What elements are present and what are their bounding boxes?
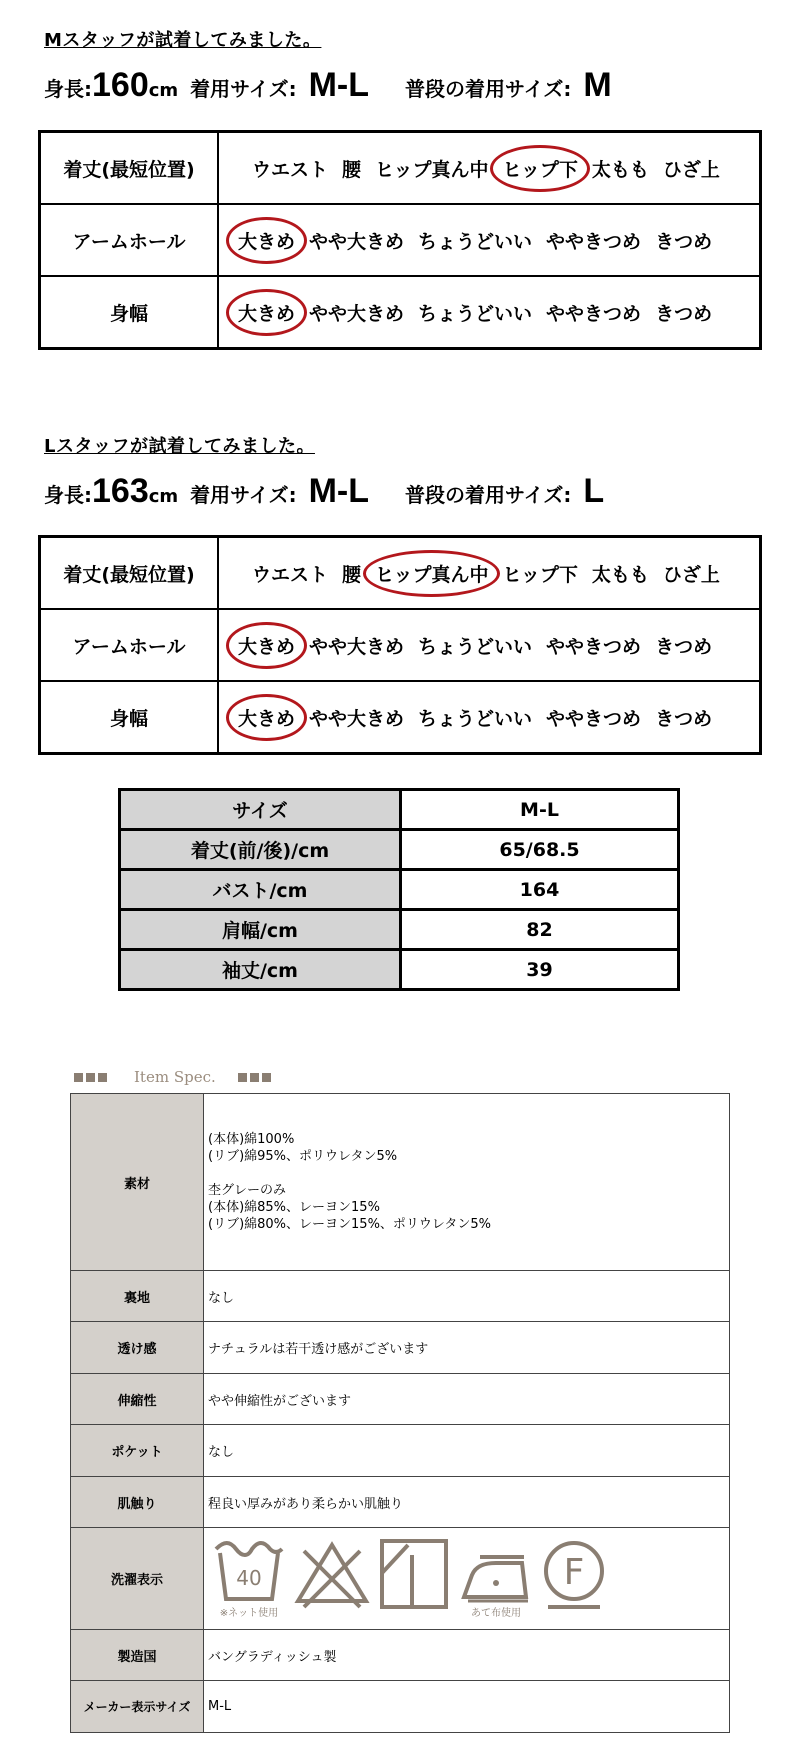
fit-option-selected: 大きめ [238, 299, 295, 326]
fit-option: ひざ上 [662, 563, 720, 586]
staff-m-usual-size: M [583, 66, 612, 104]
material-spacer [208, 1165, 725, 1182]
fit-option: やや大きめ [309, 707, 405, 730]
spec-material-value [204, 1094, 730, 1271]
wash-temp-text: 40 [236, 1565, 262, 1590]
spec-row [71, 1322, 730, 1374]
spec-row [71, 1630, 730, 1681]
spec-row-care [71, 1528, 730, 1630]
spec-value: なし [204, 1425, 730, 1477]
fit-row-label: 身幅 [40, 681, 219, 754]
square-icon [250, 1073, 259, 1082]
fit-options [218, 132, 761, 205]
care-icons [204, 1528, 730, 1630]
fit-option: ややきつめ [546, 302, 642, 325]
size-row [120, 830, 679, 870]
staff-m-title: Mスタッフが試着してみました。 [44, 30, 322, 51]
staff-l-usual-size: L [583, 472, 605, 510]
staff-l-title: Lスタッフが試着してみました。 [44, 436, 315, 457]
spec-value: バングラディッシュ製 [204, 1630, 730, 1681]
fit-options [218, 609, 761, 681]
spec-label: 製造国 [71, 1630, 204, 1681]
material-line: (リブ)綿95%、ポリウレタン5% [208, 1149, 398, 1164]
staff-l-info: 身長:163cm 着用サイズ: M-L 普段の着用サイズ: L [44, 472, 605, 510]
fit-option: 太もも [591, 563, 649, 586]
fit-option: きつめ [655, 635, 713, 658]
square-icon [238, 1073, 247, 1082]
fit-row-label: 着丈(最短位置) [40, 132, 219, 205]
spec-label: 透け感 [71, 1322, 204, 1374]
spec-label: 肌触り [71, 1477, 204, 1528]
material-line: (本体)綿85%、レーヨン15% [208, 1200, 380, 1215]
size-row [120, 870, 679, 910]
spec-label: 伸縮性 [71, 1374, 204, 1425]
size-row-label: 着丈(前/後)/cm [120, 830, 401, 870]
fit-option: ややきつめ [546, 707, 642, 730]
size-row [120, 950, 679, 990]
iron-cloth-icon [458, 1537, 532, 1621]
spec-value: M-L [204, 1681, 730, 1733]
size-table-header [120, 790, 679, 830]
size-row-value: 65/68.5 [401, 830, 679, 870]
fit-option: ヒップ下 [502, 563, 578, 586]
fit-row [40, 681, 761, 754]
spec-label: メーカー表示サイズ [71, 1681, 204, 1733]
material-line: (リブ)綿80%、レーヨン15%、ポリウレタン5% [208, 1217, 492, 1232]
staff-m-fit-body [40, 132, 761, 349]
staff-l-fit-body [40, 537, 761, 754]
fit-option: ちょうどいい [418, 302, 533, 325]
fit-option: ウエスト [252, 158, 329, 181]
fit-option: やや大きめ [309, 230, 405, 253]
spec-label: 裏地 [71, 1271, 204, 1322]
fit-row [40, 132, 761, 205]
size-row-value: 164 [401, 870, 679, 910]
spec-value: なし [204, 1271, 730, 1322]
spec-label: ポケット [71, 1425, 204, 1477]
fit-option: きつめ [655, 230, 713, 253]
fit-options [218, 681, 761, 754]
fit-option: 太もも [591, 158, 649, 181]
size-row [120, 910, 679, 950]
fit-options [218, 204, 761, 276]
fit-option: 腰 [342, 563, 362, 586]
item-spec-table [70, 1093, 730, 1733]
size-table [118, 788, 680, 991]
fit-option: ややきつめ [546, 635, 642, 658]
size-row-value: 82 [401, 910, 679, 950]
fit-row-label: アームホール [40, 609, 219, 681]
fit-row-label: 身幅 [40, 276, 219, 349]
fit-row-label: 着丈(最短位置) [40, 537, 219, 610]
fit-option-selected: 大きめ [238, 632, 295, 659]
size-row-value: 39 [401, 950, 679, 990]
material-line: 杢グレーのみ [208, 1183, 287, 1198]
fit-option: ややきつめ [546, 230, 642, 253]
fit-row [40, 204, 761, 276]
material-line: (本体)綿100% [208, 1132, 295, 1147]
spec-row [71, 1271, 730, 1322]
spec-value: やや伸縮性がございます [204, 1374, 730, 1425]
spec-row [71, 1477, 730, 1528]
spec-value: ナチュラルは若干透け感がございます [204, 1322, 730, 1374]
spec-row-material [71, 1094, 730, 1271]
item-spec-heading: Item Spec. [74, 1068, 274, 1086]
fit-option: 腰 [342, 158, 362, 181]
spec-value: 程良い厚みがあり柔らかい肌触り [204, 1477, 730, 1528]
spec-label: 洗濯表示 [71, 1528, 204, 1630]
staff-m-info: 身長:160cm 着用サイズ: M-L 普段の着用サイズ: M [44, 66, 612, 104]
size-row-label: 袖丈/cm [120, 950, 401, 990]
fit-row [40, 276, 761, 349]
fit-option: やや大きめ [309, 302, 405, 325]
size-header-value: M-L [401, 790, 679, 830]
fit-option: ウエスト [252, 563, 329, 586]
square-icon [86, 1073, 95, 1082]
fit-option: ちょうどいい [418, 707, 533, 730]
fit-option-selected: 大きめ [238, 227, 295, 254]
fit-option-selected: 大きめ [238, 704, 295, 731]
wash-40-net-icon [212, 1537, 286, 1621]
fit-option: ちょうどいい [418, 635, 533, 658]
fit-option: ヒップ真ん中 [375, 158, 489, 181]
wash-note-text: ※ネット使用 [219, 1607, 279, 1619]
staff-l-fit-table [38, 535, 762, 755]
size-row-label: バスト/cm [120, 870, 401, 910]
fit-option-selected: ヒップ真ん中 [375, 560, 488, 587]
spec-row [71, 1425, 730, 1477]
square-icon [98, 1073, 107, 1082]
iron-note-text: あて布使用 [471, 1607, 521, 1619]
spec-row [71, 1374, 730, 1425]
spec-label: 素材 [71, 1094, 204, 1271]
staff-l-height: 163 [92, 472, 149, 510]
fit-option-selected: ヒップ下 [502, 155, 577, 182]
fit-options [218, 276, 761, 349]
staff-m-wear-size: M-L [308, 66, 369, 104]
fit-options [218, 537, 761, 610]
fit-row [40, 537, 761, 610]
staff-m-fit-table [38, 130, 762, 350]
staff-m-height: 160 [92, 66, 149, 104]
square-icon [262, 1073, 271, 1082]
staff-l-wear-size: M-L [308, 472, 369, 510]
fit-option: ちょうどいい [418, 230, 533, 253]
square-icon [74, 1073, 83, 1082]
dry-clean-letter: F [563, 1551, 585, 1593]
fit-row-label: アームホール [40, 204, 219, 276]
size-header-label: サイズ [120, 790, 401, 830]
line-dry-icon [378, 1537, 450, 1621]
no-bleach-icon [294, 1537, 370, 1621]
fit-option: やや大きめ [309, 635, 405, 658]
dry-clean-f-icon [540, 1537, 612, 1621]
size-row-label: 肩幅/cm [120, 910, 401, 950]
fit-option: きつめ [655, 302, 713, 325]
fit-row [40, 609, 761, 681]
spec-row [71, 1681, 730, 1733]
fit-option: きつめ [655, 707, 713, 730]
fit-option: ひざ上 [662, 158, 720, 181]
